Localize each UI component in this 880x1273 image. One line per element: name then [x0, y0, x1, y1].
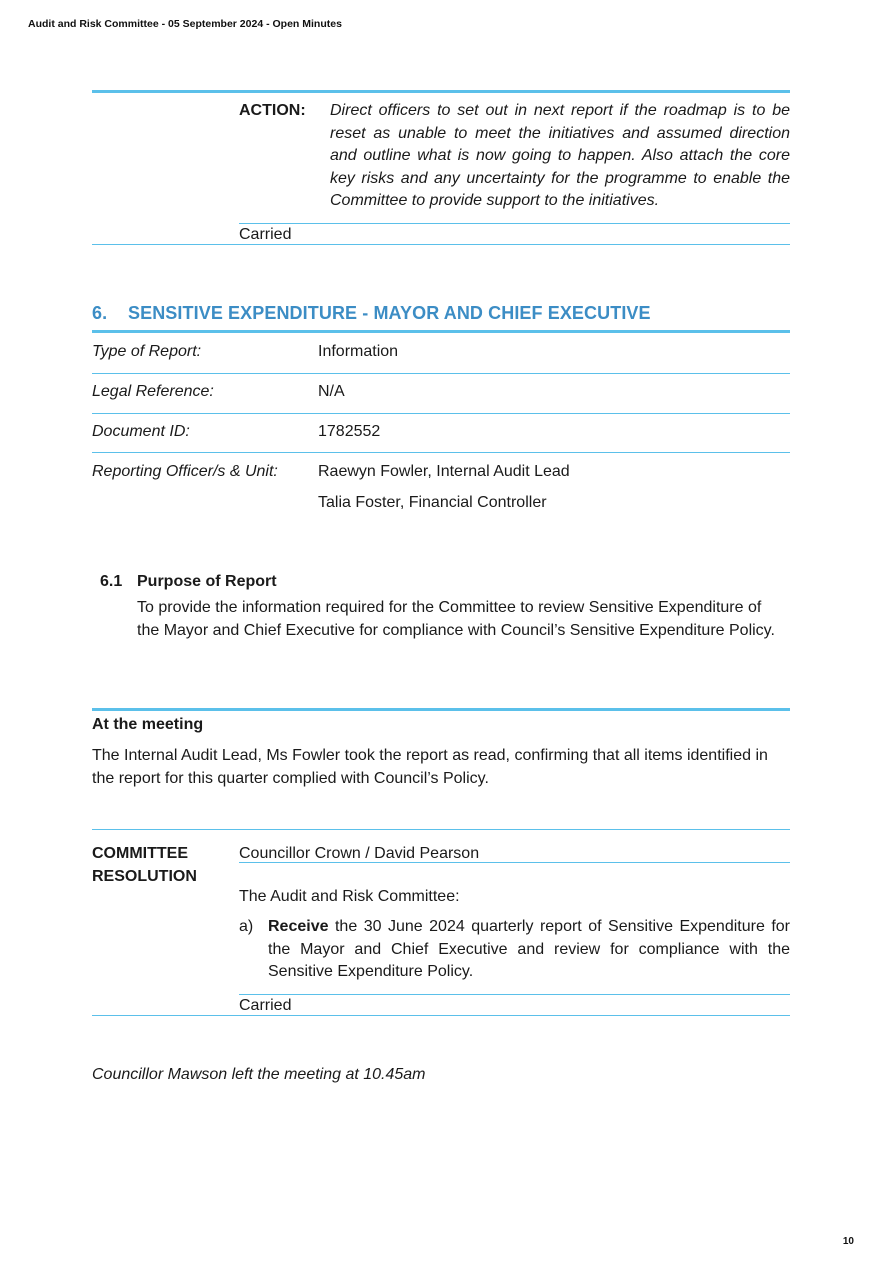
meta-value-type: Information: [318, 343, 399, 360]
meta-key-type: Type of Report:: [92, 343, 202, 360]
section-title-rule: [92, 330, 790, 333]
meeting-text: The Internal Audit Lead, Ms Fowler took the report as read, confirming that all items identified in the report for this quarter complied with Council’s Policy.: [92, 747, 768, 787]
section-number: 6.: [92, 303, 108, 323]
meta-key-officer: Reporting Officer/s & Unit:: [92, 463, 278, 480]
resolution-bottom-rule: [92, 1015, 790, 1016]
meeting-note: Councillor Mawson left the meeting at 10.45am: [92, 1066, 426, 1083]
meta-divider: [92, 413, 790, 414]
purpose-title: Purpose of Report: [137, 573, 277, 590]
page-number: 10: [842, 1236, 854, 1247]
resolution-movers: Councillor Crown / David Pearson: [239, 845, 480, 862]
action-label: ACTION:: [239, 102, 306, 119]
meta-value-legal: N/A: [318, 383, 345, 400]
resolution-item-verb: Receive: [268, 918, 329, 935]
meeting-top-rule: [92, 708, 790, 711]
action-text: Direct officers to set out in next report if the roadmap is to be reset as unable to meet the initiatives and assumed direction and outline what is now going to happen. Also attach the core key risks and any uncertainty for the programme to enable the Committee to provide support to the initiatives.: [330, 102, 790, 209]
action-status: Carried: [239, 226, 292, 243]
resolution-movers-rule: [239, 862, 790, 863]
action-top-rule: [92, 90, 790, 93]
meta-divider: [92, 452, 790, 453]
resolution-carried-rule: [239, 994, 790, 995]
action-bottom-rule: [92, 244, 790, 245]
meta-value-officer-1: Raewyn Fowler, Internal Audit Lead: [318, 463, 570, 480]
resolution-top-rule: [92, 829, 790, 830]
resolution-item-text: the 30 June 2024 quarterly report of Sensitive Expenditure for the Mayor and Chief Executive and review for compliance with the Sensitive Expenditure Policy.: [268, 918, 790, 980]
section-title-text: SENSITIVE EXPENDITURE - MAYOR AND CHIEF EXECUTIVE: [128, 303, 651, 323]
section-title: [92, 303, 651, 324]
meeting-heading: At the meeting: [92, 716, 204, 733]
purpose-text: To provide the information required for the Committee to review Sensitive Expenditure of the Mayor and Chief Executive for compliance with Council’s Sensitive Expenditure Policy.: [137, 599, 775, 639]
resolution-intro: The Audit and Risk Committee:: [239, 888, 460, 905]
meta-key-docid: Document ID:: [92, 423, 190, 440]
meta-value-officer-2: Talia Foster, Financial Controller: [318, 494, 547, 511]
resolution-item-marker: a): [239, 918, 254, 935]
action-carried-rule: [239, 223, 790, 224]
meta-value-docid: 1782552: [318, 423, 381, 440]
purpose-number: 6.1: [100, 573, 123, 590]
resolution-item: [268, 916, 790, 984]
meta-key-legal: Legal Reference:: [92, 383, 214, 400]
page-header: Audit and Risk Committee - 05 September 2024 - Open Minutes: [28, 18, 342, 30]
resolution-label: COMMITTEE RESOLUTION: [92, 845, 197, 885]
meta-divider: [92, 373, 790, 374]
resolution-status: Carried: [239, 997, 292, 1014]
